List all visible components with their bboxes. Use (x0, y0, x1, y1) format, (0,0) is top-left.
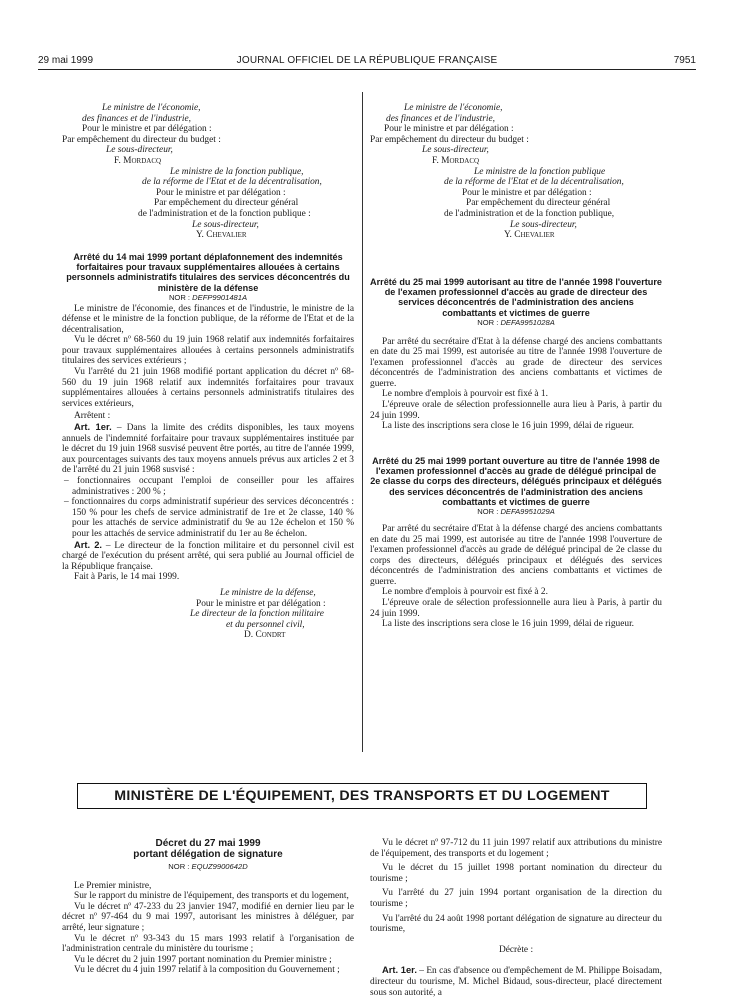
paragraph: L'épreuve orale de sélection professionnelle aura lieu à Paris, à partir du 24 juin 1999. (370, 400, 662, 421)
sig-name: Y. Chevalier (196, 230, 247, 241)
nor-code: DEFP9901481A (192, 292, 248, 302)
sig-line: de la réforme de l'Etat et de la décentralisation, (142, 177, 322, 188)
sig-line: Le ministre de la défense, (220, 587, 316, 598)
decret-title: Décret du 27 mai 1999 (155, 838, 261, 849)
nor-reference (62, 862, 354, 873)
decret-right-column (370, 838, 662, 998)
sig-line: Pour le ministre et par délégation : (196, 598, 326, 609)
sig-line: Pour le ministre et par délégation : (156, 187, 286, 198)
paragraph: Vu le décret nº 97-712 du 11 juin 1997 relatif aux attributions du ministre de l'équipement, des transports et du logement ; (370, 838, 662, 859)
sig-name: D. Condrt (244, 630, 286, 641)
sig-line: de la réforme de l'Etat et de la décentralisation, (444, 177, 624, 188)
article-label: Art. 1er. (74, 421, 112, 433)
sig-line: Le ministre de l'économie, (102, 103, 201, 113)
sig-line: Pour le ministre et par délégation : (384, 124, 514, 135)
paragraph: Le nombre d'emplois à pourvoir est fixé à 2. (382, 587, 548, 598)
nor-code: EQUZ9900642D (191, 862, 248, 871)
nor-code: DEFA9951029A (500, 507, 555, 517)
sig-line: et du personnel civil, (226, 619, 305, 630)
sig-line: Le sous-directeur, (106, 145, 173, 156)
column-divider (362, 92, 363, 752)
sig-line: Le ministre de la fonction publique, (170, 166, 304, 177)
sig-line: Le sous-directeur, (510, 219, 577, 230)
ministry-heading: MINISTÈRE DE L'ÉQUIPEMENT, DES TRANSPORTS ET DU LOGEMENT (77, 783, 647, 809)
nor-reference (370, 318, 662, 329)
article-1 (62, 422, 354, 476)
sig-line: Le sous-directeur, (192, 219, 259, 230)
arretent: Arrêtent : (74, 411, 111, 422)
sig-line: des finances et de l'industrie, (386, 113, 496, 124)
article-text: – Dans la limite des crédits disponibles, les taux moyens annuels de l'indemnité forfaitaire pour travaux supplémentaires instituée par le décret du 19 juin 1968 susvisé peuvent être portés, au titre de l'année 1999, aux pourcentages suivants des taux moyens annuels prévus aux articles 2 et 3 de l'arrêté du 21 juin 1968 susvisé : (62, 423, 354, 476)
article-text: – Le directeur de la fonction militaire et du personnel civil est chargé de l'exécution du présent arrêté, qui sera publié au Journal officiel de la République française. (62, 540, 354, 572)
nor-label: NOR : (477, 317, 499, 327)
header-date: 29 mai 1999 (38, 55, 94, 66)
sig-line: de l'administration et de la fonction publique, (444, 208, 615, 219)
header-journal-title: JOURNAL OFFICIEL DE LA RÉPUBLIQUE FRANÇAISE (236, 55, 498, 66)
sig-line: des finances et de l'industrie, (82, 113, 192, 124)
list-item: – fonctionnaires occupant l'emploi de conseiller pour les affaires administratives : 200 % ; (64, 476, 354, 497)
sig-name: Y. Chevalier (504, 230, 555, 241)
sig-line: de l'administration et de la fonction publique : (138, 208, 311, 219)
left-column (62, 103, 354, 641)
sig-line: Le directeur de la fonction militaire (190, 609, 324, 620)
decrete: Décrète : (498, 944, 534, 955)
arrete-title: Arrêté du 25 mai 1999 portant ouverture au titre de l'année 1998 de l'examen professionnel d'accès au grade de délégué principal de 2e classe du corps des directeurs, délégués principaux et délégués des services déconcentrés de l'administration des anciens combattants et victimes de guerre (370, 455, 662, 508)
sig-line: Le sous-directeur, (422, 145, 489, 156)
paragraph: Vu le décret du 15 juillet 1998 portant nomination du directeur du tourisme ; (370, 863, 662, 884)
decret-subtitle: portant délégation de signature (133, 849, 283, 860)
nor-code: DEFA9951028A (500, 317, 555, 327)
right-top-signatures (370, 103, 662, 241)
nor-label: NOR : (477, 507, 499, 517)
arrete-title: Arrêté du 25 mai 1999 autorisant au titre de l'année 1998 l'ouverture de l'examen professionnel d'accès au grade de directeur des services déconcentrés de l'administration des anciens combattants et victimes de guerre (370, 276, 662, 318)
sig-line: Le ministre de l'économie, (404, 103, 503, 113)
sig-line: Par empêchement du directeur général (154, 198, 299, 209)
sig-line: Par empêchement du directeur général (466, 198, 611, 209)
paragraph: Vu le décret nº 47-233 du 23 janvier 1947, modifié en dernier lieu par le décret nº 97-464 du 9 mai 1997, autorisant les ministres à déléguer, par arrêté, leur signature ; (62, 901, 354, 933)
paragraph: Vu l'arrêté du 24 août 1998 portant délégation de signature au directeur du tourisme, (370, 913, 662, 935)
paragraph: Vu l'arrêté du 21 juin 1968 modifié portant application du décret nº 68-560 du 19 juin 1968 relatif aux indemnités forfaitaires pour travaux supplémentaires allouées à certains personnels administratifs titulaires des services extérieurs, (62, 367, 354, 409)
paragraph: La liste des inscriptions sera close le 16 juin 1999, délai de rigueur. (382, 421, 635, 432)
article-2 (62, 540, 354, 573)
sig-line: Le ministre de la fonction publique (474, 166, 606, 177)
paragraph: Vu le décret du 4 juin 1997 relatif à la composition du Gouvernement ; (74, 965, 340, 976)
fait-a: Fait à Paris, le 14 mai 1999. (74, 572, 180, 583)
nor-reference (370, 507, 662, 518)
article-1 (370, 965, 662, 998)
article-text: – En cas d'absence ou d'empêchement de M. Philippe Boisadam, directeur du tourisme, M. Michel Bidaud, sous-directeur, placé directement sous son autorité, a (370, 966, 662, 998)
paragraph: L'épreuve orale de sélection professionnelle aura lieu à Paris, à partir du 24 juin 1999. (370, 598, 662, 619)
paragraph: Vu le décret du 2 juin 1997 portant nomination du Premier ministre ; (74, 954, 332, 965)
article-label: Art. 2. (74, 538, 103, 550)
sig-line: Par empêchement du directeur du budget : (62, 134, 221, 145)
right-column (370, 103, 662, 630)
header-page-number: 7951 (673, 55, 696, 66)
paragraph: Le nombre d'emplois à pourvoir est fixé à 1. (382, 389, 548, 400)
paragraph: Vu le décret nº 93-343 du 15 mars 1993 relatif à l'organisation de l'administration centrale du ministère du tourisme ; (62, 933, 354, 955)
paragraph: Le Premier ministre, (74, 880, 152, 891)
sig-name: F. Mordacq (432, 155, 480, 166)
arrete-title: Arrêté du 14 mai 1999 portant déplafonnement des indemnités forfaitaires pour travaux supplémentaires allouées à certains personnels administratifs titulaires des services déconcentrés du ministère de la défense (66, 251, 350, 293)
decret-left-column (62, 838, 354, 976)
paragraph: La liste des inscriptions sera close le 16 juin 1999, délai de rigueur. (382, 619, 635, 630)
article-label: Art. 1er. (382, 964, 417, 976)
nor-label: NOR : (168, 292, 191, 302)
paragraph: Sur le rapport du ministre de l'équipement, des transports et du logement, (74, 891, 349, 902)
sig-line: Pour le ministre et par délégation : (82, 124, 212, 135)
sig-name: F. Mordacq (114, 155, 162, 166)
sig-line: Par empêchement du directeur du budget : (370, 134, 529, 145)
page-header (38, 53, 696, 70)
list-item: – fonctionnaires du corps administratif supérieur des services déconcentrés : 150 % pour les chefs de service administratif de 1re et 2e classe, 140 % pour les attachés de service administratif du 9e au 12e échelon et 150 % pour les attachés de service administratif du 1er au 8e échelon. (64, 497, 354, 539)
nor-reference (62, 293, 354, 304)
paragraph: Le ministre de l'économie, des finances et de l'industrie, le ministre de la défense et le ministre de la fonction publique, de la réforme de l'Etat et de la décentralisation, (62, 303, 354, 335)
paragraph: Par arrêté du secrétaire d'Etat à la défense chargé des anciens combattants en date du 25 mai 1999, est autorisée au titre de l'année 1998 l'ouverture de l'examen professionnel d'accès au grade de délégué principal de 2e classe du corps des directeurs, délégués principaux et délégués des services déconcentrés de l'administration des anciens combattants et victimes de guerre. (370, 523, 662, 587)
paragraph: Vu le décret nº 68-560 du 19 juin 1968 relatif aux indemnités forfaitaires pour travaux supplémentaires allouées à certains personnels administratifs titulaires des services extérieurs ; (62, 335, 354, 367)
left-top-signatures (62, 103, 354, 241)
sig-line: Pour le ministre et par délégation : (462, 187, 592, 198)
paragraph: Vu l'arrêté du 27 juin 1994 portant organisation de la direction du tourisme ; (370, 888, 662, 909)
arrete1-signatures (62, 588, 354, 641)
nor-label: NOR : (168, 862, 190, 871)
paragraph: Par arrêté du secrétaire d'Etat à la défense chargé des anciens combattants en date du 25 mai 1999, est autorisée au titre de l'année 1998 l'ouverture de l'examen professionnel d'accès au grade de directeur des services déconcentrés de l'administration des anciens combattants et victimes de guerre. (370, 336, 662, 389)
